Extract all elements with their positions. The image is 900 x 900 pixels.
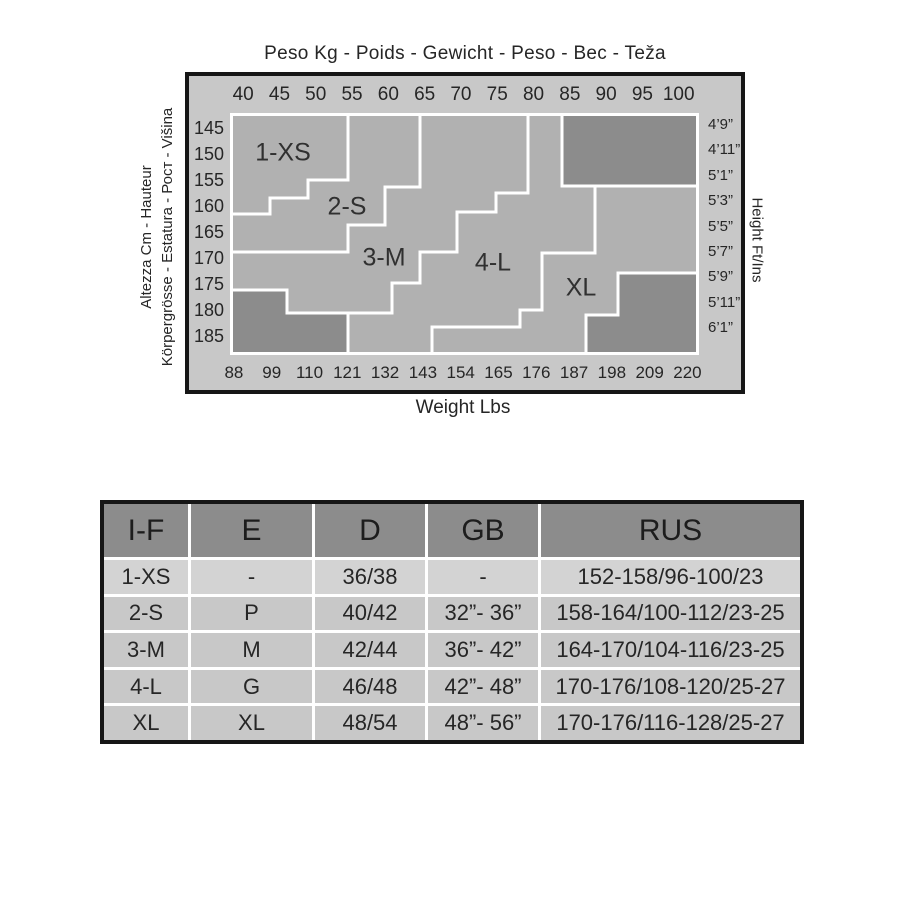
ftins-tick: 5’3” <box>708 192 734 210</box>
top-axis-title: Peso Kg - Poids - Gewicht - Peso - Bec - Teža <box>264 43 666 64</box>
right-axis-title: Height Ft/Ins <box>748 197 766 283</box>
cm-tick: 155 <box>193 170 224 190</box>
cm-tick: 150 <box>193 144 224 164</box>
lbs-tick: 220 <box>673 363 702 382</box>
cm-axis <box>186 115 224 349</box>
lbs-tick: 110 <box>295 363 324 382</box>
table-cell: 170-176/108-120/25-27 <box>541 670 800 704</box>
table-cell: 2-S <box>104 597 188 631</box>
cm-tick: 165 <box>193 222 224 242</box>
cm-tick: 145 <box>193 118 224 138</box>
left-axis-title-line1: Altezza Cm - Hauteur <box>138 165 155 309</box>
left-axis-title <box>136 108 178 367</box>
cm-tick: 180 <box>193 300 224 320</box>
zone-label-4l: 4-L <box>474 248 512 277</box>
zone-label-xl: XL <box>565 273 597 302</box>
table-header-cell: RUS <box>541 504 800 557</box>
cm-tick: 175 <box>193 274 224 294</box>
kg-tick: 65 <box>414 84 436 105</box>
left-axis-title-line2: Körpergrösse - Estatura - Рост - Višina <box>159 107 176 367</box>
ftins-tick: 5’9” <box>708 268 734 286</box>
lbs-tick: 132 <box>370 363 400 382</box>
kg-tick: 95 <box>631 84 653 105</box>
ftins-tick: 5’1” <box>708 166 734 184</box>
table-cell: M <box>191 633 312 667</box>
kg-tick: 50 <box>305 84 327 105</box>
ftins-tick: 6’1” <box>708 319 734 337</box>
kg-tick: 80 <box>522 84 545 105</box>
kg-tick: 100 <box>662 84 695 105</box>
table-cell: - <box>428 560 538 594</box>
lbs-tick: 154 <box>446 363 475 382</box>
lbs-tick: 198 <box>597 363 627 382</box>
lbs-tick: 88 <box>224 363 244 382</box>
kg-axis <box>225 84 697 106</box>
kg-tick: 70 <box>450 84 472 105</box>
table-cell: 42”- 48” <box>428 670 538 704</box>
table-cell: 48”- 56” <box>428 706 538 740</box>
ftins-tick: 5’7” <box>708 242 734 260</box>
table-cell: 158-164/100-112/23-25 <box>541 597 800 631</box>
bottom-axis-title: Weight Lbs <box>415 397 511 418</box>
kg-tick: 75 <box>486 84 508 105</box>
ftins-tick: 4’9” <box>708 116 734 133</box>
ftins-tick: 5’11” <box>708 293 741 311</box>
table-cell: 170-176/116-128/25-27 <box>541 706 800 740</box>
dark-region <box>562 113 699 186</box>
size-conversion-table <box>100 500 804 744</box>
kg-tick: 90 <box>595 84 617 105</box>
lbs-tick: 143 <box>408 363 438 382</box>
table-header-cell: E <box>191 504 312 557</box>
ftins-tick: 5’5” <box>708 217 734 235</box>
table-header-cell: GB <box>428 504 538 557</box>
ftins-axis <box>708 112 750 341</box>
table-header-cell: D <box>315 504 425 557</box>
table-header-cell: I-F <box>104 504 188 557</box>
lbs-tick: 176 <box>522 363 551 382</box>
table-cell: 48/54 <box>315 706 425 740</box>
table-cell: P <box>191 597 312 631</box>
kg-tick: 45 <box>268 84 291 105</box>
table-cell: 36”- 42” <box>428 633 538 667</box>
cm-tick: 185 <box>193 326 224 346</box>
table-cell: 46/48 <box>315 670 425 704</box>
lbs-tick: 121 <box>333 363 362 382</box>
lbs-tick: 99 <box>262 363 282 382</box>
kg-tick: 40 <box>232 84 254 105</box>
table-cell: 4-L <box>104 670 188 704</box>
lbs-tick: 187 <box>559 363 589 382</box>
table-cell: 40/42 <box>315 597 425 631</box>
table-cell: 1-XS <box>104 560 188 594</box>
table-cell: 164-170/104-116/23-25 <box>541 633 800 667</box>
cm-tick: 160 <box>193 196 224 216</box>
table-cell: 3-M <box>104 633 188 667</box>
ftins-tick: 4’11” <box>708 141 741 159</box>
kg-tick: 55 <box>341 84 363 105</box>
zone-label-2s: 2-S <box>327 192 367 221</box>
table-cell: XL <box>104 706 188 740</box>
table-cell: 152-158/96-100/23 <box>541 560 800 594</box>
table-cell: XL <box>191 706 312 740</box>
zone-label-1xs: 1-XS <box>255 138 311 167</box>
table-cell: G <box>191 670 312 704</box>
lbs-axis <box>215 362 706 384</box>
lbs-tick: 165 <box>484 363 513 382</box>
table-cell: - <box>191 560 312 594</box>
kg-tick: 60 <box>377 84 399 105</box>
zone-label-3m: 3-M <box>362 243 406 272</box>
kg-tick: 85 <box>559 84 581 105</box>
table-cell: 42/44 <box>315 633 425 667</box>
table-cell: 32”- 36” <box>428 597 538 631</box>
lbs-tick: 209 <box>635 363 664 382</box>
table-cell: 36/38 <box>315 560 425 594</box>
cm-tick: 170 <box>193 248 224 268</box>
